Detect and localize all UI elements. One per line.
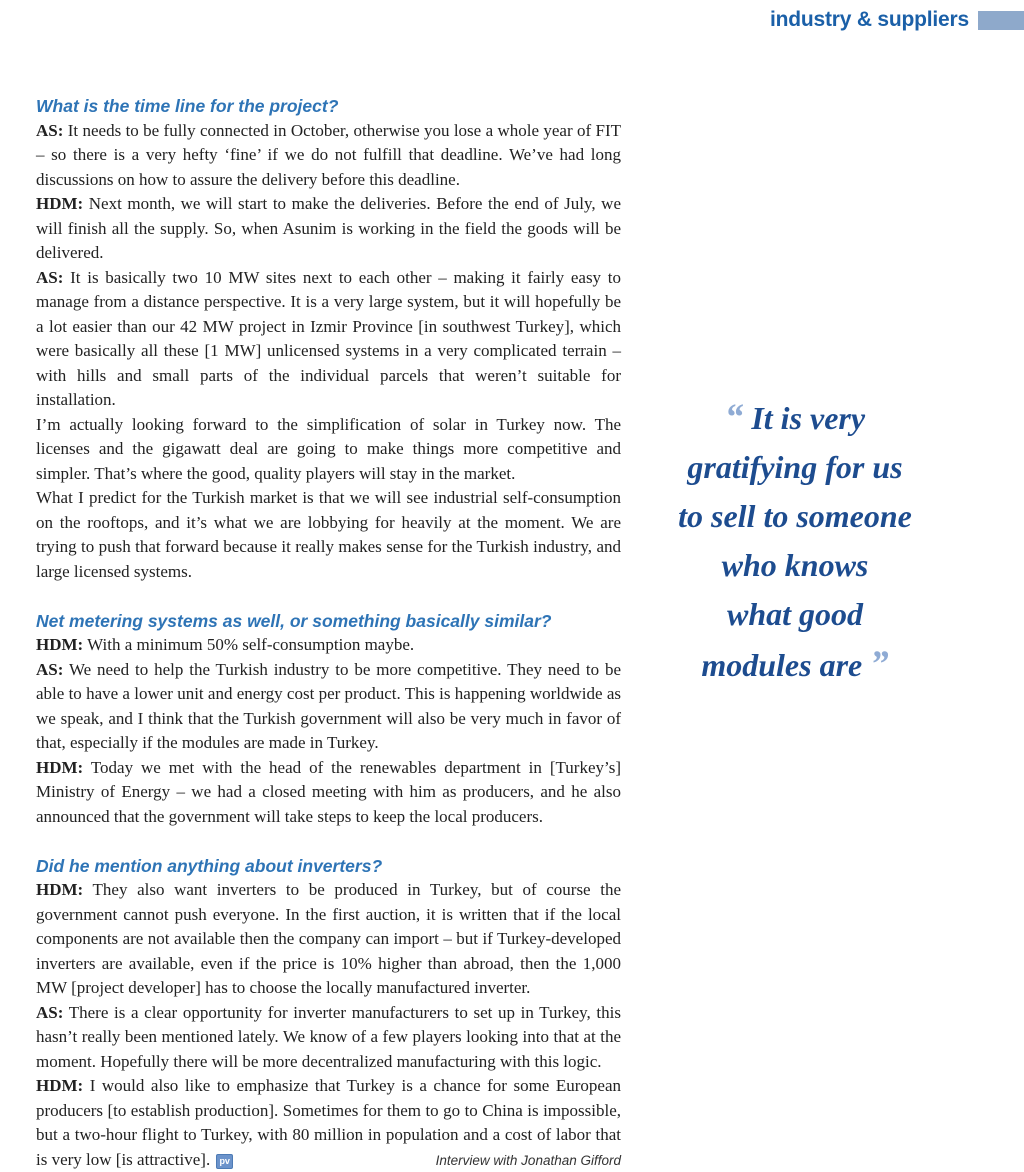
- paragraph-text: There is a clear opportunity for inverter manufacturers to set up in Turkey, this hasn’t really been mentioned lately. We know of a few players looking into that at the moment. Hopefully there will be more decentralized manufacturing with this logic.: [36, 1003, 621, 1071]
- paragraph: [36, 756, 621, 830]
- article-section-net-metering: [36, 609, 621, 830]
- paragraph: [36, 413, 621, 487]
- open-quote-mark-icon: “: [725, 396, 743, 437]
- paragraph-text: I would also like to emphasize that Turkey is a chance for some European producers [to establish production]. Sometimes for them to go to China is impossible, but a two-hour flight to Turkey, with 80 million in population and a cost of labor that is very low [is attractive].: [36, 1076, 621, 1169]
- pull-quote-line: gratifying for us: [640, 443, 950, 492]
- section-header-label: industry & suppliers: [770, 9, 969, 31]
- speaker-label: HDM:: [36, 194, 83, 213]
- paragraph: [36, 633, 621, 658]
- speaker-label: AS:: [36, 1003, 63, 1022]
- speaker-label: AS:: [36, 121, 63, 140]
- pull-quote-line: to sell to someone: [640, 492, 950, 541]
- article-section-timeline: [36, 94, 621, 584]
- pv-end-badge-icon: pv: [216, 1154, 233, 1169]
- paragraph: [36, 878, 621, 1001]
- paragraph-text: What I predict for the Turkish market is that we will see industrial self-consumption on the rooftops, and it’s what we are lobbying for heavily at the moment. We are trying to push that forward because it really makes sense for the Turkish industry, and large licensed systems.: [36, 488, 621, 581]
- paragraph: [36, 486, 621, 584]
- paragraph-text: Today we met with the head of the renewables department in [Turkey’s] Ministry of Energy – we had a closed meeting with him as producers, and he also announced that the government will take steps to keep the local producers.: [36, 758, 621, 826]
- page-header: [770, 9, 1024, 31]
- speaker-label: HDM:: [36, 880, 83, 899]
- paragraph: [36, 119, 621, 193]
- paragraph-text: We need to help the Turkish industry to be more competitive. They need to be able to have a lower unit and energy cost per product. This is happening worldwide as we speak, and I think that the Turkish government will also be very much in favor of that, especially if the modules are made in Turkey.: [36, 660, 621, 753]
- speaker-label: AS:: [36, 268, 63, 287]
- speaker-label: HDM:: [36, 758, 83, 777]
- header-accent-bar: [978, 11, 1024, 30]
- question-heading: What is the time line for the project?: [36, 94, 621, 119]
- interview-credit: Interview with Jonathan Gifford: [436, 1152, 621, 1170]
- paragraph-text: It is basically two 10 MW sites next to each other – making it fairly easy to manage from a distance perspective. It is a very large system, but it will hopefully be a lot easier than our 42 MW project in Izmir Province [in southwest Turkey], which were basically all these [1 MW] unlicensed systems in a very complicated terrain – with hills and small parts of the individual parcels that weren’t suitable for installation.: [36, 268, 621, 410]
- paragraph: [36, 266, 621, 413]
- pull-quote-line: [640, 639, 950, 690]
- speaker-label: AS:: [36, 660, 63, 679]
- question-heading: Net metering systems as well, or something basically similar?: [36, 609, 621, 634]
- paragraph: [36, 658, 621, 756]
- article-section-inverters: [36, 854, 621, 1172]
- pull-quote-line: who knows: [640, 541, 950, 590]
- speaker-label: HDM:: [36, 1076, 83, 1095]
- pull-quote: [640, 392, 950, 690]
- paragraph-text: With a minimum 50% self-consumption maybe.: [83, 635, 414, 654]
- pull-quote-text: It is very: [751, 400, 865, 436]
- pull-quote-line: what good: [640, 590, 950, 639]
- close-quote-mark-icon: ”: [870, 643, 888, 684]
- pull-quote-line: [640, 392, 950, 443]
- article-body: [36, 94, 621, 1172]
- question-heading: Did he mention anything about inverters?: [36, 854, 621, 879]
- speaker-label: HDM:: [36, 635, 83, 654]
- paragraph-text: I’m actually looking forward to the simplification of solar in Turkey now. The licenses and the gigawatt deal are going to make things more competitive and simpler. That’s where the good, quality players will stay in the market.: [36, 415, 621, 483]
- pull-quote-text: modules are: [701, 647, 862, 683]
- paragraph: [36, 1001, 621, 1075]
- paragraph-text: They also want inverters to be produced in Turkey, but of course the government cannot push everyone. In the first auction, it is written that if the local components are not available then the company can import – but if Turkey-developed inverters are available, even if the price is 10% higher than abroad, then the 1,000 MW [project developer] has to choose the locally manufactured inverter.: [36, 880, 621, 997]
- paragraph-text: It needs to be fully connected in October, otherwise you lose a whole year of FIT – so there is a very hefty ‘fine’ if we do not fulfill that deadline. We’ve had long discussions on how to assure the delivery before this deadline.: [36, 121, 621, 189]
- paragraph-text: Next month, we will start to make the deliveries. Before the end of July, we will finish all the supply. So, when Asunim is working in the field the goods will be delivered.: [36, 194, 621, 262]
- paragraph: [36, 1074, 621, 1172]
- paragraph: [36, 192, 621, 266]
